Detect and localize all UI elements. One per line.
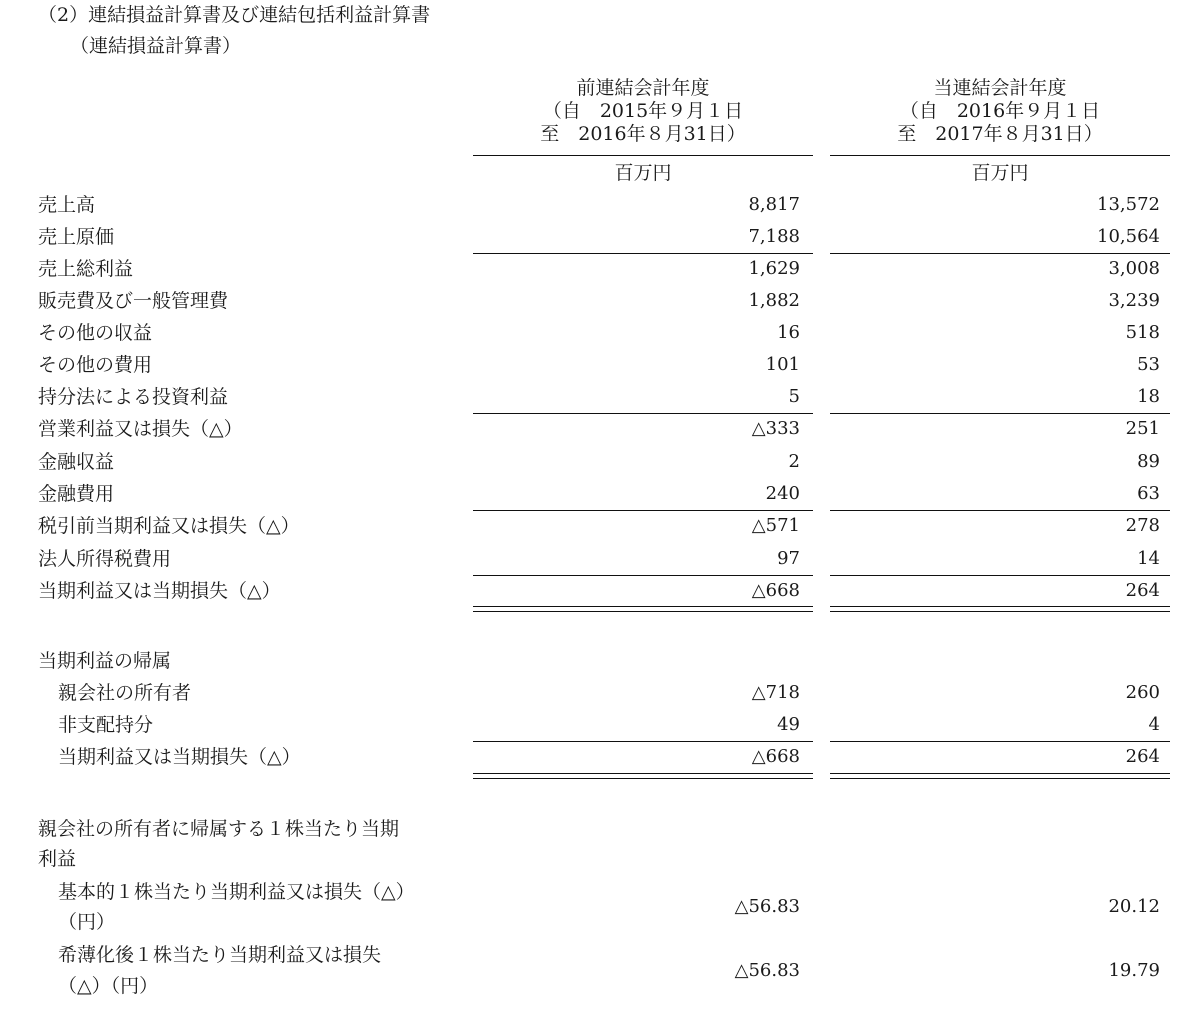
row-label-line1: 基本的１株当たり当期利益又は損失（△） (58, 881, 415, 903)
row-label: 当期利益又は当期損失（△） (58, 746, 301, 768)
row-value-curr: 19.79 (1108, 960, 1160, 981)
row-label: 売上原価 (38, 226, 115, 248)
row-value-curr: 18 (1137, 386, 1160, 407)
row-value-curr: 264 (1125, 746, 1160, 767)
row-value-curr: 264 (1125, 580, 1160, 601)
row-label-line2: （△）（円） (58, 975, 159, 997)
col-curr-heading: 当連結会計年度 (933, 77, 1067, 99)
total-double-rule (473, 606, 813, 612)
row-value-prev: 1,629 (748, 258, 800, 279)
total-double-rule (830, 606, 1170, 612)
subtotal-rule (473, 413, 813, 414)
total-double-rule (473, 773, 813, 779)
row-value-curr: 89 (1137, 451, 1160, 472)
row-value-curr: 518 (1125, 322, 1160, 343)
col-prev-heading: 前連結会計年度 (576, 77, 710, 99)
subtotal-rule (473, 575, 813, 576)
eps-heading-line1: 親会社の所有者に帰属する１株当たり当期 (38, 818, 400, 840)
row-label: 売上総利益 (38, 258, 134, 280)
row-value-prev: 1,882 (748, 290, 800, 311)
subtotal-rule (473, 253, 813, 254)
row-label: 当期利益又は当期損失（△） (38, 580, 281, 602)
row-value-prev: △668 (751, 580, 800, 601)
row-value-prev: △56.83 (734, 896, 800, 917)
col-prev-period-to: 至 2016年８月31日） (540, 123, 746, 145)
row-value-prev: △56.83 (734, 960, 800, 981)
row-label-line1: 希薄化後１株当たり当期利益又は損失 (58, 944, 382, 966)
row-value-prev: 8,817 (748, 194, 800, 215)
row-value-curr: 278 (1125, 515, 1160, 536)
row-value-prev: 49 (777, 714, 800, 735)
row-value-prev: △571 (751, 515, 800, 536)
row-value-curr: 63 (1137, 483, 1160, 504)
row-value-prev: 101 (765, 354, 800, 375)
header-rule-curr (830, 155, 1170, 156)
subtotal-rule (830, 413, 1170, 414)
row-value-prev: 97 (777, 548, 800, 569)
row-label: 非支配持分 (58, 714, 154, 736)
subtotal-rule (473, 741, 813, 742)
row-label: 親会社の所有者 (58, 682, 192, 704)
attribution-heading: 当期利益の帰属 (38, 650, 172, 672)
row-label: 税引前当期利益又は損失（△） (38, 515, 300, 537)
eps-heading-line2: 利益 (38, 848, 77, 870)
subtotal-rule (473, 510, 813, 511)
row-label: 販売費及び一般管理費 (38, 290, 229, 312)
row-label: 金融収益 (38, 451, 115, 473)
row-label: 法人所得税費用 (38, 548, 172, 570)
row-value-curr: 20.12 (1108, 896, 1160, 917)
row-value-curr: 4 (1148, 714, 1160, 735)
row-value-prev: 16 (777, 322, 800, 343)
col-curr-period-to: 至 2017年８月31日） (897, 123, 1103, 145)
row-value-prev: △333 (751, 418, 800, 439)
col-prev-period-from: （自 2015年９月１日 (542, 100, 744, 122)
row-value-prev: △718 (751, 682, 800, 703)
col-prev-unit: 百万円 (614, 162, 672, 184)
col-curr-unit: 百万円 (971, 162, 1029, 184)
subtotal-rule (830, 253, 1170, 254)
col-curr-period-from: （自 2016年９月１日 (899, 100, 1101, 122)
row-label: 金融費用 (38, 483, 115, 505)
row-value-curr: 260 (1125, 682, 1160, 703)
row-value-curr: 3,239 (1108, 290, 1160, 311)
row-value-prev: 240 (765, 483, 800, 504)
row-value-curr: 3,008 (1108, 258, 1160, 279)
section-title: （2）連結損益計算書及び連結包括利益計算書 (38, 4, 431, 26)
row-value-prev: 7,188 (748, 226, 800, 247)
row-value-prev: 2 (788, 451, 800, 472)
total-double-rule (830, 773, 1170, 779)
subtotal-rule (830, 510, 1170, 511)
row-label: 営業利益又は損失（△） (38, 418, 243, 440)
row-label: 持分法による投資利益 (38, 386, 229, 408)
row-label: 売上高 (38, 194, 96, 216)
row-value-curr: 10,564 (1097, 226, 1160, 247)
row-value-curr: 14 (1137, 548, 1160, 569)
row-value-curr: 13,572 (1097, 194, 1160, 215)
row-value-curr: 53 (1137, 354, 1160, 375)
row-label: その他の収益 (38, 322, 153, 344)
row-value-prev: △668 (751, 746, 800, 767)
row-value-curr: 251 (1125, 418, 1160, 439)
subtotal-rule (830, 575, 1170, 576)
row-label-line2: （円） (58, 911, 116, 933)
row-label: その他の費用 (38, 354, 153, 376)
statement-subtitle: （連結損益計算書） (70, 35, 242, 57)
row-value-prev: 5 (788, 386, 800, 407)
header-rule-prev (473, 155, 813, 156)
subtotal-rule (830, 741, 1170, 742)
